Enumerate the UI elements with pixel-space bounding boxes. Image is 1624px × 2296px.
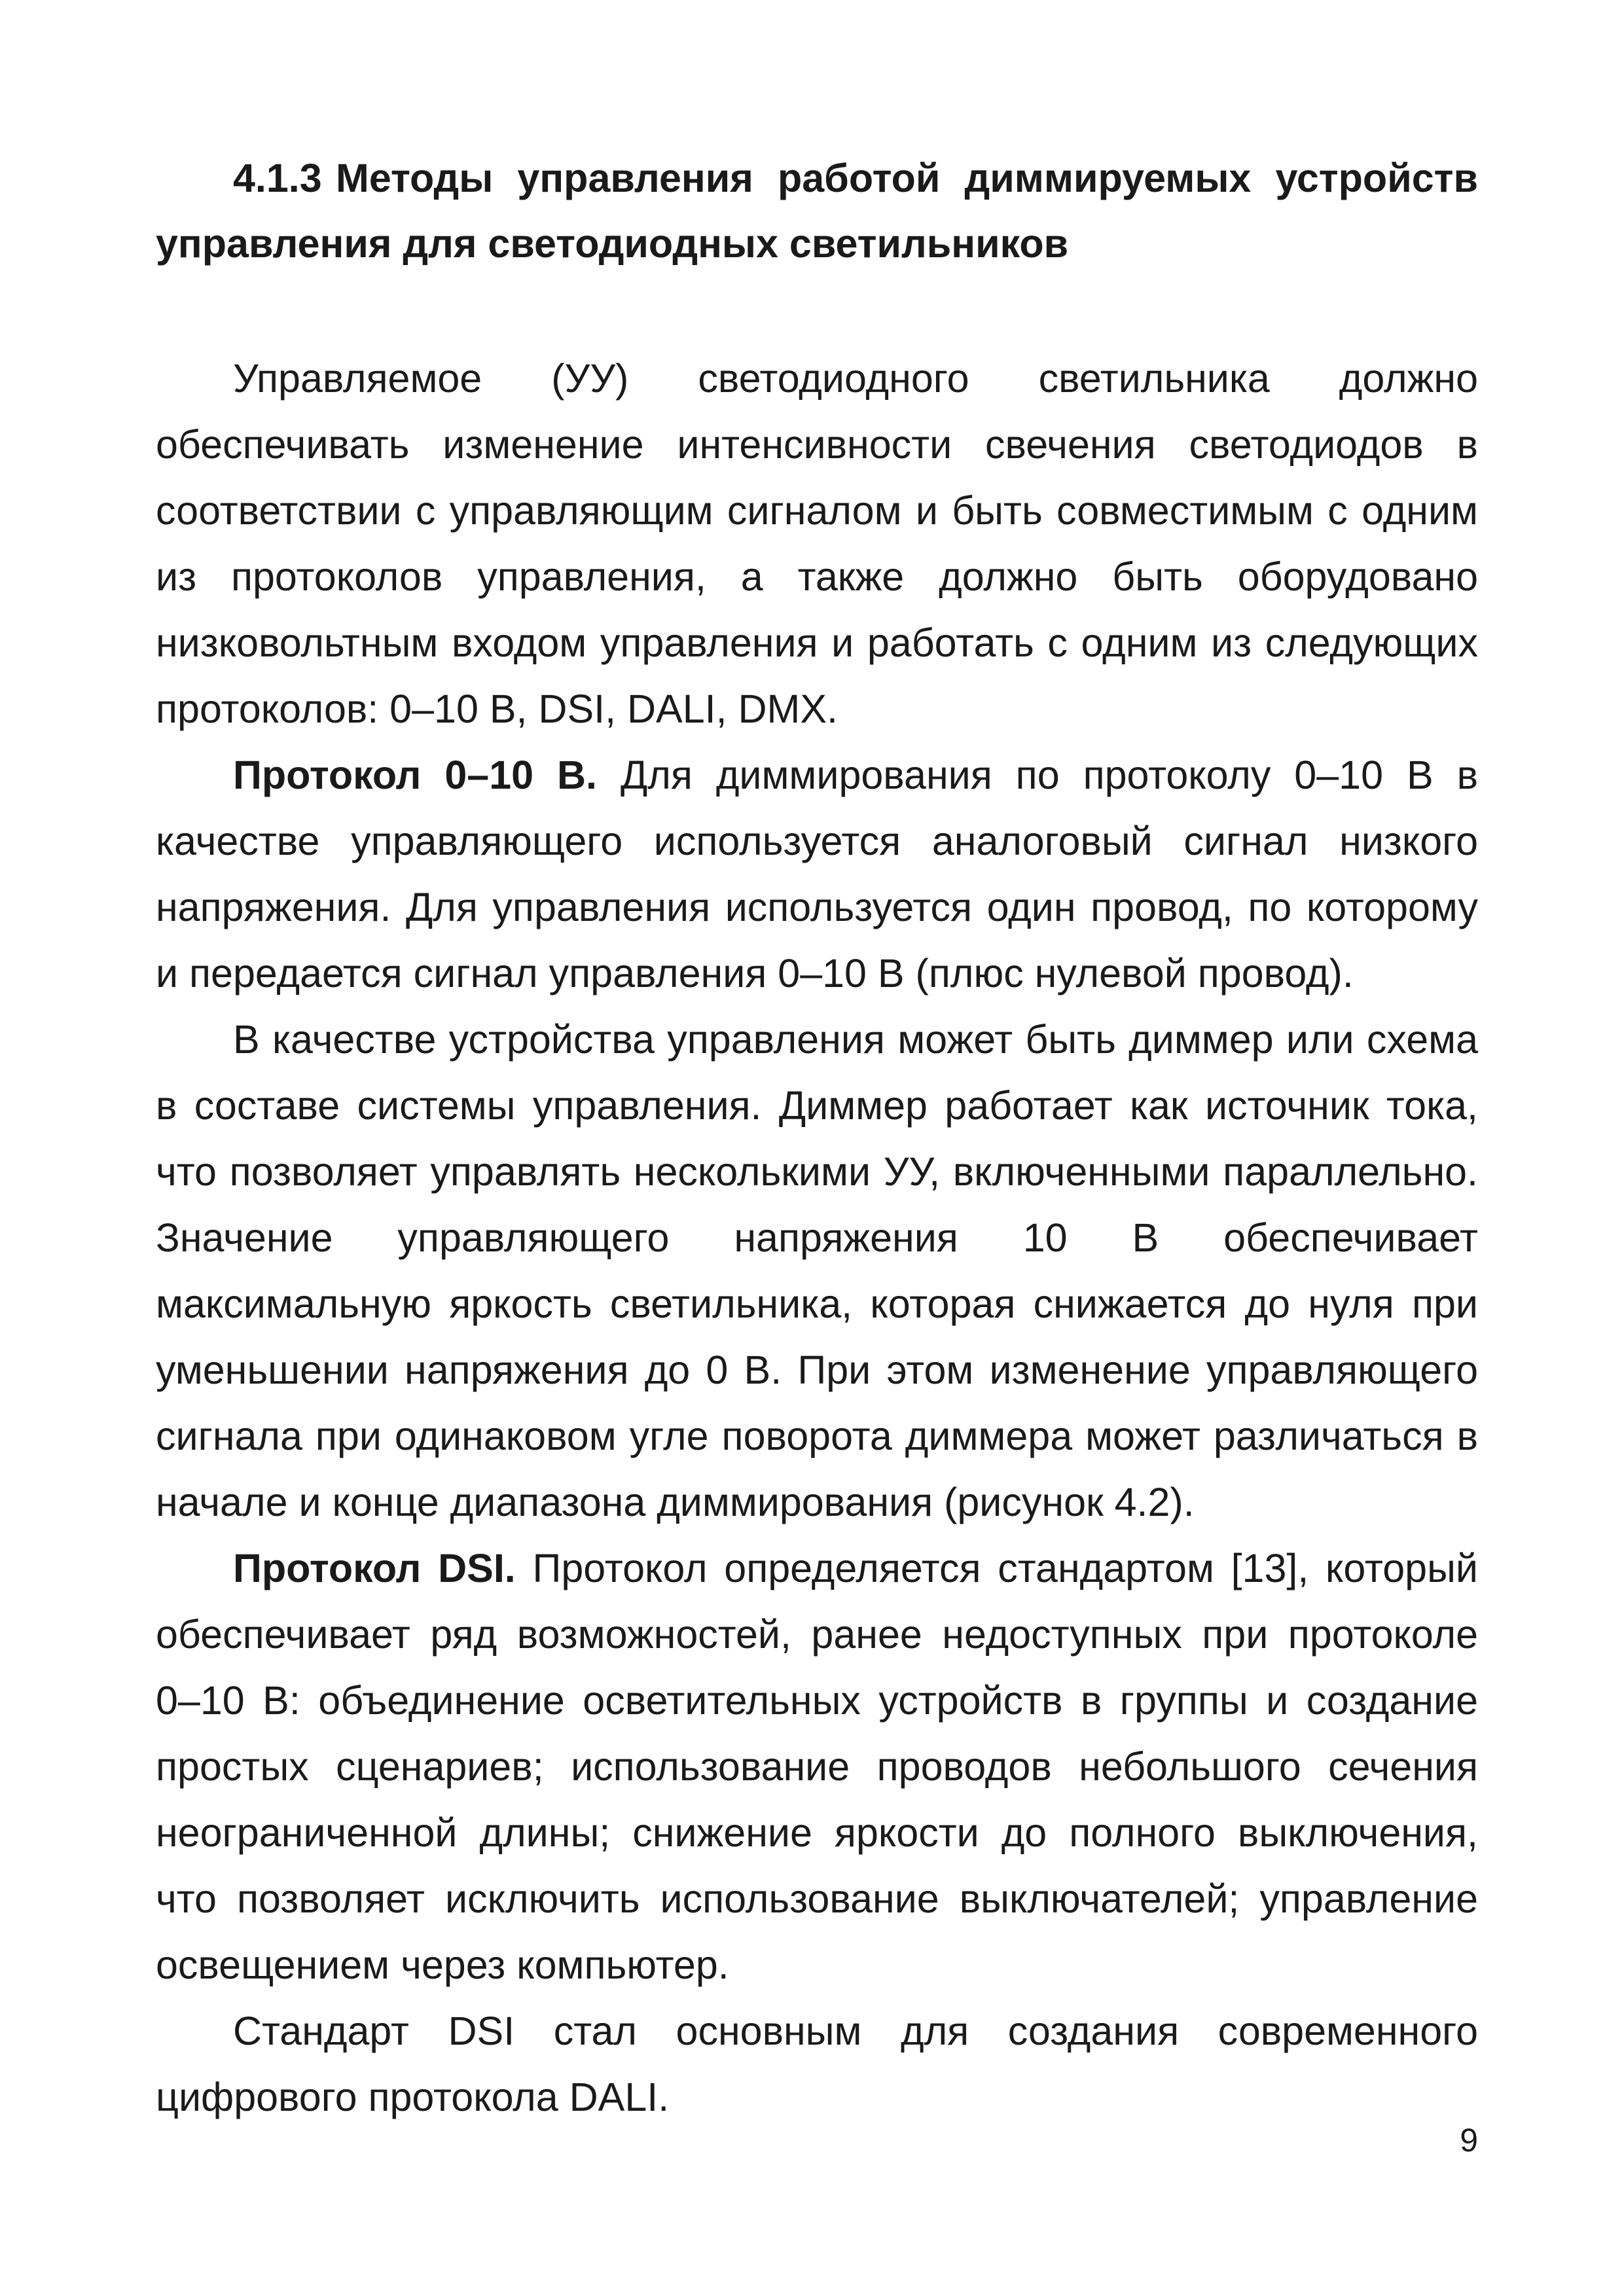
paragraph-lead: Протокол 0–10 В.	[233, 753, 597, 797]
page-number: 9	[1460, 2122, 1478, 2159]
paragraph	[156, 1007, 1478, 1535]
paragraph-lead: Протокол DSI.	[233, 1546, 516, 1590]
paragraph	[156, 346, 1478, 742]
paragraph-text: Стандарт DSI стал основным для создания современного цифрового протокола DALI.	[156, 2009, 1478, 2119]
paragraph-text: Протокол определяется стандартом [13], который обеспечивает ряд возможностей, ранее недоступных при протоколе 0–10 В: объединение осветительных устройств в группы и создание простых сценариев; использование проводов небольшого сечения неограниченной длины; снижение яркости до полного выключения, что позволяет исключить использование выключателей; управление освещением через компьютер.	[156, 1546, 1478, 1987]
paragraph	[156, 1535, 1478, 1998]
section-title: Методы управления работой диммируемых устройств управления для светодиодных светильников	[156, 156, 1478, 266]
paragraph-text: В качестве устройства управления может быть диммер или схема в составе системы управления. Диммер работает как источник тока, что позволяет управлять несколькими УУ, включенными параллельно. Значение управляющего напряжения 10 В обеспечивает максимальную яркость светильника, которая снижается до нуля при уменьшении напряжения до 0 В. При этом изменение управляющего сигнала при одинаковом угле поворота диммера может различаться в начале и конце диапазона диммирования (рисунок 4.2).	[156, 1017, 1478, 1524]
section-heading	[156, 145, 1478, 276]
paragraph	[156, 1998, 1478, 2130]
page-content	[156, 145, 1478, 2130]
section-number: 4.1.3	[233, 156, 322, 200]
paragraph	[156, 742, 1478, 1007]
paragraph-text: Для диммирования по протоколу 0–10 В в качестве управляющего используется аналоговый сигнал низкого напряжения. Для управления используется один провод, по которому и передается сигнал управления 0–10 В (плюс нулевой провод).	[156, 753, 1478, 996]
paragraph-text: Управляемое (УУ) светодиодного светильника должно обеспечивать изменение интенсивности свечения светодиодов в соответствии с управляющим сигналом и быть совместимым с одним из протоколов управления, а также должно быть оборудовано низковольтным входом управления и работать с одним из следующих протоколов: 0–10 В, DSI, DALI, DMX.	[156, 356, 1478, 731]
